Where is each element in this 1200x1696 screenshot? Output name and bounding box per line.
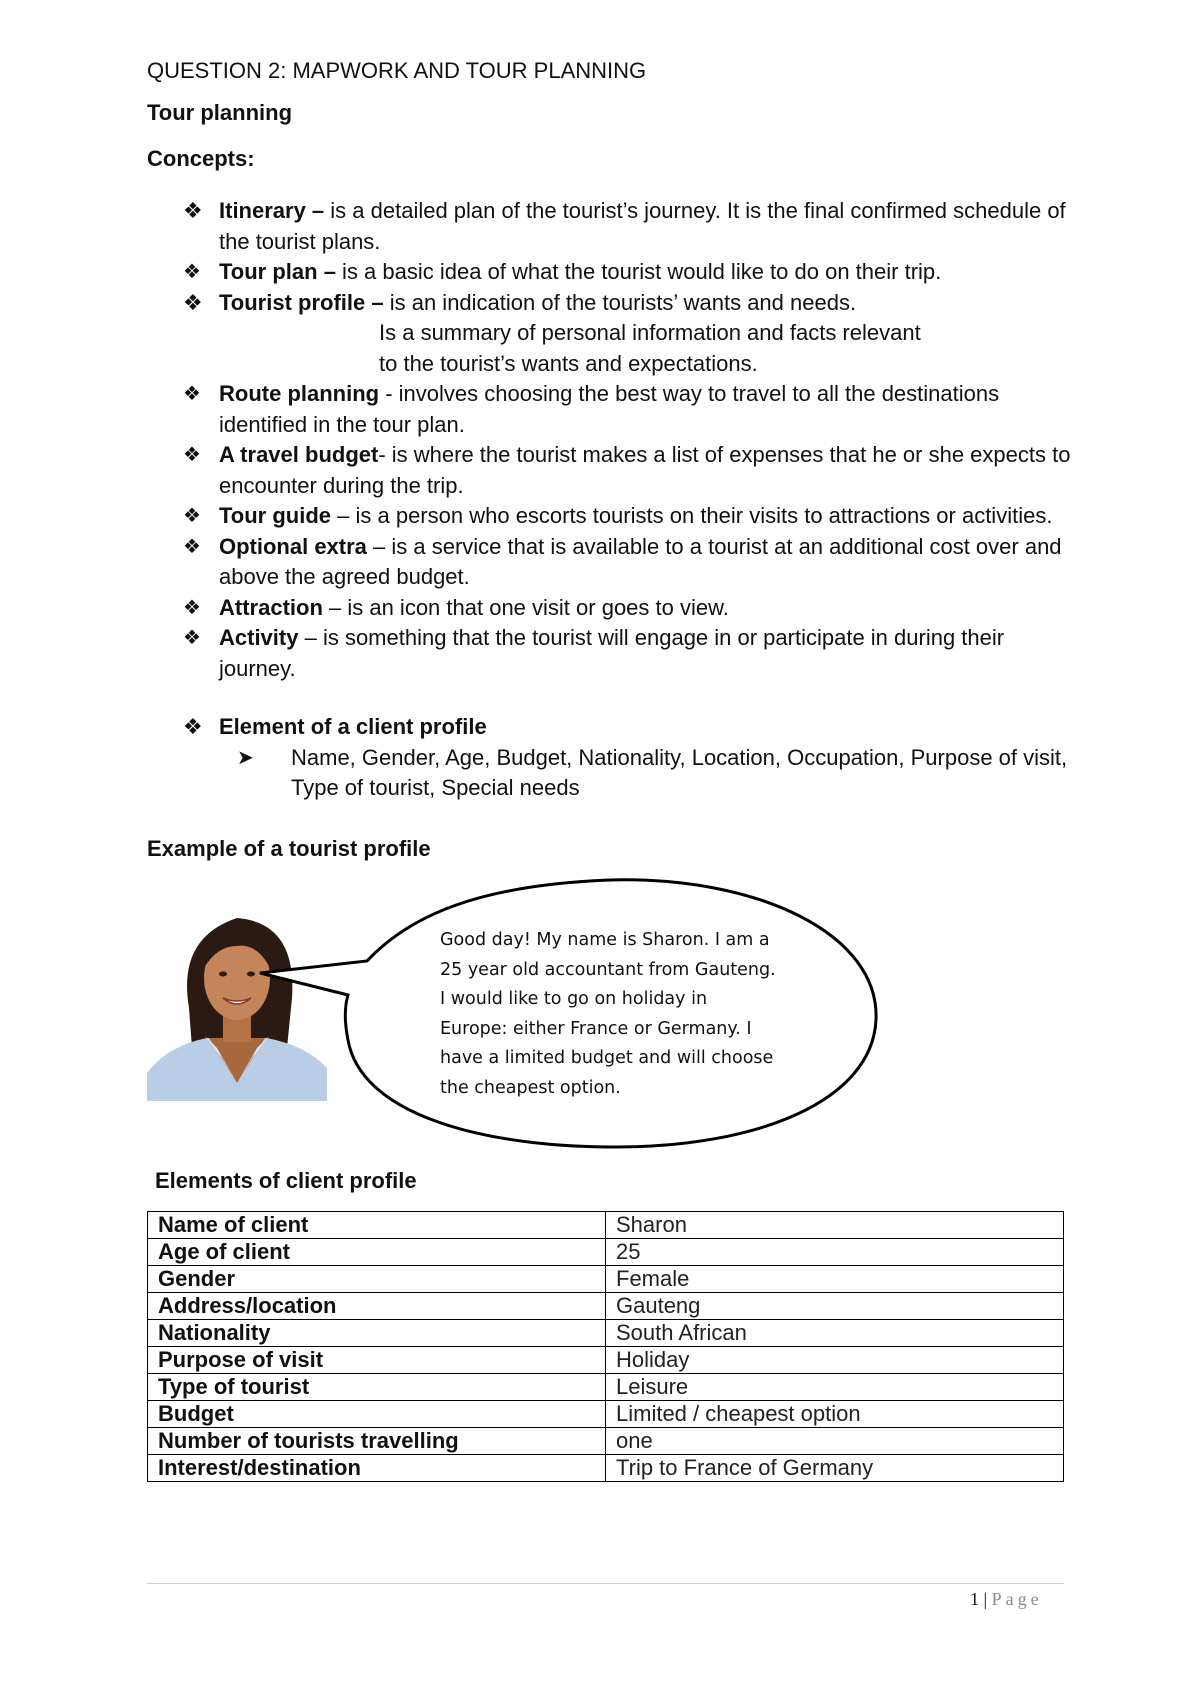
concept-term: Activity — [219, 625, 299, 650]
row-value: Holiday — [606, 1347, 1064, 1374]
table-row — [148, 1293, 1064, 1320]
concept-definition: is a basic idea of what the tourist would like to do on their trip. — [335, 259, 942, 284]
speech-line: 25 year old accountant from Gauteng. — [440, 959, 776, 980]
row-value: Sharon — [606, 1212, 1064, 1239]
diamond-bullet-icon: ❖ — [183, 444, 201, 466]
row-value: South African — [606, 1320, 1064, 1347]
diamond-bullet-icon: ❖ — [183, 505, 201, 527]
concept-term: Optional extra — [219, 533, 367, 559]
row-value: Leisure — [606, 1374, 1064, 1401]
speech-line: Good day! My name is Sharon. I am a — [440, 930, 770, 950]
extra-definition-line: to the tourist’s wants and expectations. — [379, 350, 758, 376]
concept-definition: is an indication of the tourists’ wants and needs. — [383, 289, 857, 315]
table-row — [148, 1455, 1064, 1482]
diamond-bullet-icon: ❖ — [183, 714, 203, 739]
table-row — [148, 1347, 1064, 1374]
row-key: Name of client — [148, 1212, 606, 1239]
page-number: 1 — [970, 1589, 979, 1609]
question-title: QUESTION 2: MAPWORK AND TOUR PLANNING — [147, 58, 647, 83]
speech-line: have a limited budget and will choose — [440, 1048, 774, 1069]
speech-bubble-text — [440, 926, 820, 1104]
concept-definition: - is where the tourist makes a list of expenses that he or she expects to encounter during the trip. — [219, 442, 1071, 498]
table-row — [148, 1428, 1064, 1455]
row-key: Nationality — [148, 1320, 606, 1347]
speech-line: the cheapest option. — [440, 1077, 621, 1098]
concept-term: Itinerary – — [219, 198, 325, 223]
concept-definition: is a detailed plan of the tourist’s journey. It is the final confirmed schedule of the tourist plans. — [219, 198, 1066, 254]
row-key: Purpose of visit — [148, 1347, 606, 1374]
concept-definition: - involves choosing the best way to travel to all the destinations identified in the tour plan. — [219, 381, 1000, 437]
diamond-bullet-icon: ❖ — [183, 261, 201, 283]
concept-term: Attraction — [219, 594, 323, 620]
concept-term: Tour guide — [219, 503, 332, 528]
diamond-bullet-icon: ❖ — [183, 289, 203, 315]
row-key: Address/location — [148, 1293, 606, 1320]
concept-definition: – is a service that is available to a tourist at an additional cost over and above the agreed budget. — [219, 533, 1062, 589]
concept-definition: – is a person who escorts tourists on their visits to attractions or activities. — [331, 503, 1053, 528]
diamond-bullet-icon: ❖ — [183, 383, 201, 405]
example-heading: Example of a tourist profile — [147, 836, 431, 861]
diamond-bullet-icon: ❖ — [183, 627, 201, 649]
row-key: Number of tourists travelling — [148, 1428, 606, 1455]
element-heading-text: Element of a client profile — [219, 714, 487, 739]
table-row — [148, 1239, 1064, 1266]
row-key: Age of client — [148, 1239, 606, 1266]
concept-definition: – is something that the tourist will engage in or participate in during their journey. — [219, 625, 1005, 681]
row-value: one — [606, 1428, 1064, 1455]
table-row — [148, 1374, 1064, 1401]
speech-line: I would like to go on holiday in — [440, 989, 708, 1010]
concept-term: Tour plan – — [219, 259, 336, 284]
extra-definition-line: Is a summary of personal information and facts relevant — [379, 320, 921, 345]
row-key: Budget — [148, 1401, 606, 1428]
row-key: Type of tourist — [148, 1374, 606, 1401]
diamond-bullet-icon: ❖ — [183, 596, 201, 619]
row-value: Limited / cheapest option — [606, 1401, 1064, 1428]
diamond-bullet-icon: ❖ — [183, 535, 201, 558]
diamond-bullet-icon: ❖ — [183, 198, 203, 223]
table-row — [148, 1320, 1064, 1347]
page-footer — [970, 1589, 1043, 1610]
footer-divider — [147, 1583, 1064, 1584]
concept-term: Route planning — [219, 381, 380, 406]
row-key: Gender — [148, 1266, 606, 1293]
row-value: Gauteng — [606, 1293, 1064, 1320]
page-label: Page — [991, 1589, 1043, 1609]
row-value: 25 — [606, 1239, 1064, 1266]
arrow-bullet-icon: ➤ — [237, 746, 254, 769]
concepts-heading: Concepts: — [147, 146, 255, 171]
table-row — [148, 1266, 1064, 1293]
table-row — [148, 1401, 1064, 1428]
footer-separator: | — [983, 1589, 988, 1609]
client-profile-table — [147, 1211, 1064, 1482]
row-value: Trip to France of Germany — [606, 1455, 1064, 1482]
element-list-text: Name, Gender, Age, Budget, Nationality, Location, Occupation, Purpose of visit, Type of tourist, Special needs — [291, 744, 1068, 800]
speech-line: Europe: either France or Germany. I — [440, 1018, 752, 1039]
table-row — [148, 1212, 1064, 1239]
row-key: Interest/destination — [148, 1455, 606, 1482]
concept-term: Tourist profile – — [219, 289, 384, 315]
concept-term: A travel budget — [219, 442, 379, 467]
row-value: Female — [606, 1266, 1064, 1293]
concept-definition: – is an icon that one visit or goes to view. — [322, 594, 729, 620]
table-title: Elements of client profile — [155, 1168, 417, 1193]
section-heading-tour-planning: Tour planning — [147, 100, 293, 125]
